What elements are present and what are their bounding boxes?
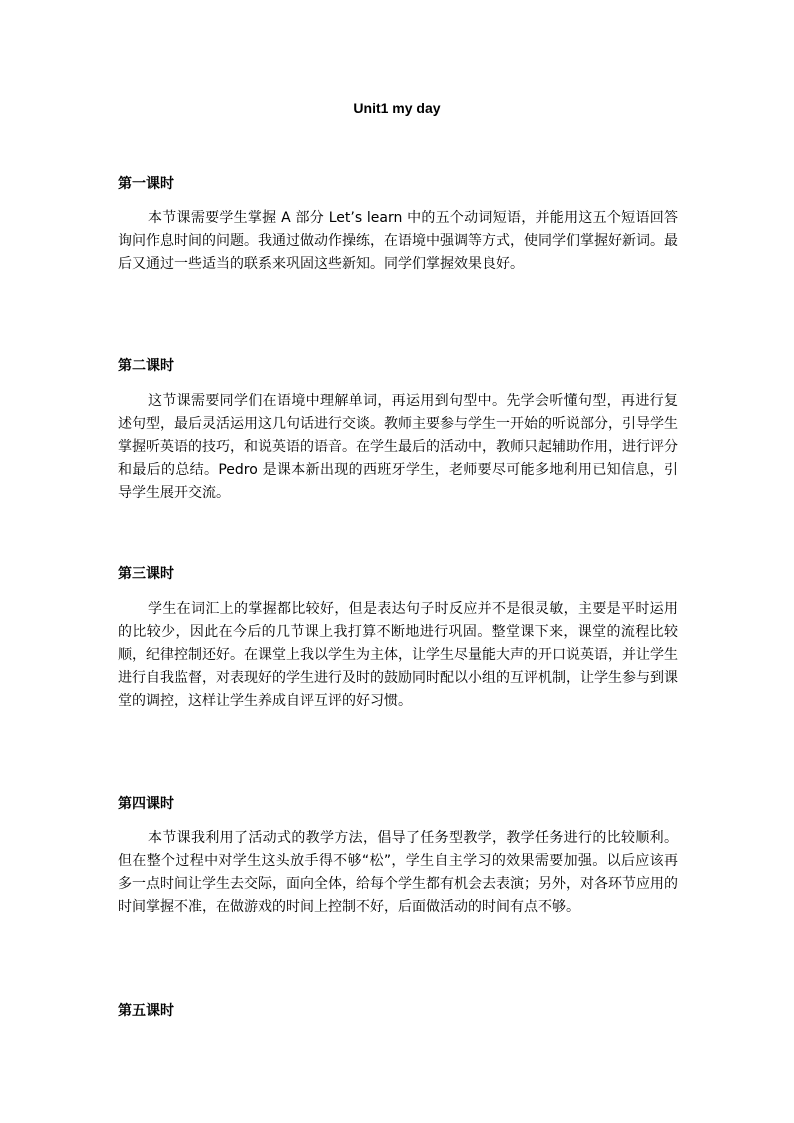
section-heading-3: 第三课时 (118, 566, 174, 582)
section-body-2: 这节课需要同学们在语境中理解单词，再运用到句型中。先学会听懂句型，再进行复述句型，最后灵活运用这几句话进行交谈。教师主要参与学生一开始的听说部分，引导学生掌握听英语的技巧，和说英语的语音。在学生最后的活动中，教师只起辅助作用，进行评分和最后的总结。Pedro 是课本新出现的西班牙学生，老师要尽可能多地利用已知信息，引导学生展开交流。 (118, 393, 678, 501)
section-body-1: 本节课需要学生掌握 A 部分 Let’s learn 中的五个动词短语，并能用这五个短语回答询问作息时间的问题。我通过做动作操练，在语境中强调等方式，使同学们掌握好新词。最后又通过一些适当的联系来巩固这些新知。同学们掌握效果良好。 (118, 210, 678, 272)
section-body-4: 本节课我利用了活动式的教学方法，倡导了任务型教学，教学任务进行的比较顺利。但在整个过程中对学生这头放手得不够“松”，学生自主学习的效果需要加强。以后应该再多一点时间让学生去交际，面向全体，给每个学生都有机会去表演；另外，对各环节应用的时间掌握不准，在做游戏的时间上控制不好，后面做活动的时间有点不够。 (118, 830, 678, 915)
section-body-3: 学生在词汇上的掌握都比较好，但是表达句子时反应并不是很灵敏，主要是平时运用的比较少，因此在今后的几节课上我打算不断地进行巩固。整堂课下来，课堂的流程比较顺，纪律控制还好。在课堂上我以学生为主体，让学生尽量能大声的开口说英语，并让学生进行自我监督，对表现好的学生进行及时的鼓励同时配以小组的互评机制，让学生参与到课堂的调控，这样让学生养成自评互评的好习惯。 (118, 601, 678, 709)
section-heading-1: 第一课时 (118, 176, 174, 192)
document-title: Unit1 my day (353, 100, 441, 116)
section-heading-5: 第五课时 (118, 1003, 174, 1019)
section-heading-4: 第四课时 (118, 796, 174, 812)
section-heading-2: 第二课时 (118, 358, 174, 374)
